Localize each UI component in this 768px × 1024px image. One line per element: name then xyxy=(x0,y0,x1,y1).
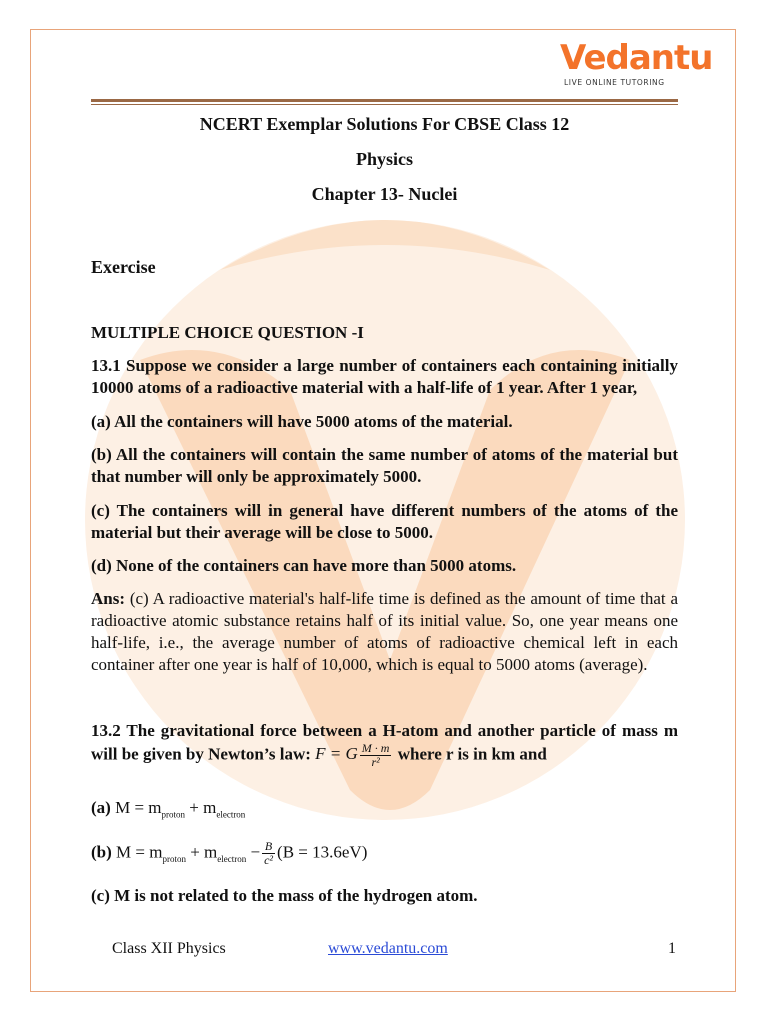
formula-denominator: r² xyxy=(371,755,380,769)
option-b-sub-proton: proton xyxy=(162,853,186,864)
vedantu-logo xyxy=(560,38,713,94)
option-a-eq: M = m xyxy=(115,798,162,817)
exercise-heading: Exercise xyxy=(91,257,156,277)
formula-lhs: F = G xyxy=(315,744,358,764)
option-b-minus: − xyxy=(246,842,261,862)
formula-numerator: M · m xyxy=(361,741,390,755)
option-b: (b) All the containers will contain the same number of atoms of the material but that number will only be approximately 5000. xyxy=(91,445,678,486)
logo-tagline: LIVE ONLINE TUTORING xyxy=(564,78,665,87)
option-b-tail: (B = 13.6eV) xyxy=(277,842,368,862)
option-b-numerator: B xyxy=(262,840,275,854)
option-a-sub-electron: electron xyxy=(216,809,246,820)
answer-text: (c) A radioactive material's half-life time is defined as the amount of time that a radioactive atomic substance retains half of its initial value. So, one year means one half-life, i.e., the average number of atoms of radioactive chemical left in each container after one year is half of 10,000, which is equal to 5000 atoms (average). xyxy=(91,589,678,674)
option-a: (a) All the containers will have 5000 atoms of the material. xyxy=(91,412,513,431)
option-c: (c) The containers will in general have different numbers of the atoms of the material but their average will be close to 5000. xyxy=(91,501,678,542)
question-13-2-part1: 13.2 The gravitational force between a H-atom and another particle of mass m will be given by Newton’s law: xyxy=(91,721,678,764)
option-a-plus: + m xyxy=(185,798,217,817)
question-13-2-part2: where r is in km and xyxy=(397,744,547,764)
option-b-label: (b) xyxy=(91,842,112,862)
option-d: (d) None of the containers can have more than 5000 atoms. xyxy=(91,556,517,575)
chapter-title: Chapter 13- Nuclei xyxy=(311,184,458,204)
header-rule-thin xyxy=(91,104,678,105)
option-b-plus: + m xyxy=(185,842,218,862)
newton-formula xyxy=(315,741,398,769)
option-a-sub-proton: proton xyxy=(161,809,186,820)
mcq-heading: MULTIPLE CHOICE QUESTION -I xyxy=(91,323,364,342)
footer-class-label: Class XII Physics xyxy=(112,940,226,957)
question-13-1: 13.1 Suppose we consider a large number of containers each containing initially 10000 atoms of a radioactive material with a half-life of 1 year. After 1 year, xyxy=(91,356,678,397)
footer-website-link[interactable]: www.vedantu.com xyxy=(328,940,448,957)
subject-title: Physics xyxy=(355,149,413,169)
logo-wordmark: Vedantu xyxy=(560,38,713,78)
option-13-2-c: (c) M is not related to the mass of the hydrogen atom. xyxy=(91,886,478,905)
option-b-sub-electron: electron xyxy=(217,853,247,864)
page-number: 1 xyxy=(668,940,676,957)
option-13-2-b xyxy=(91,840,678,870)
document-title: NCERT Exemplar Solutions For CBSE Class 12 xyxy=(199,114,570,134)
header-rule xyxy=(91,99,678,102)
option-a-label: (a) xyxy=(91,798,111,817)
option-b-denominator: c² xyxy=(264,853,274,867)
option-13-2-a xyxy=(91,797,678,825)
option-b-eq: M = m xyxy=(116,842,163,862)
answer-13-1 xyxy=(91,588,678,676)
question-13-2 xyxy=(91,720,678,769)
answer-label: Ans: xyxy=(91,589,126,608)
